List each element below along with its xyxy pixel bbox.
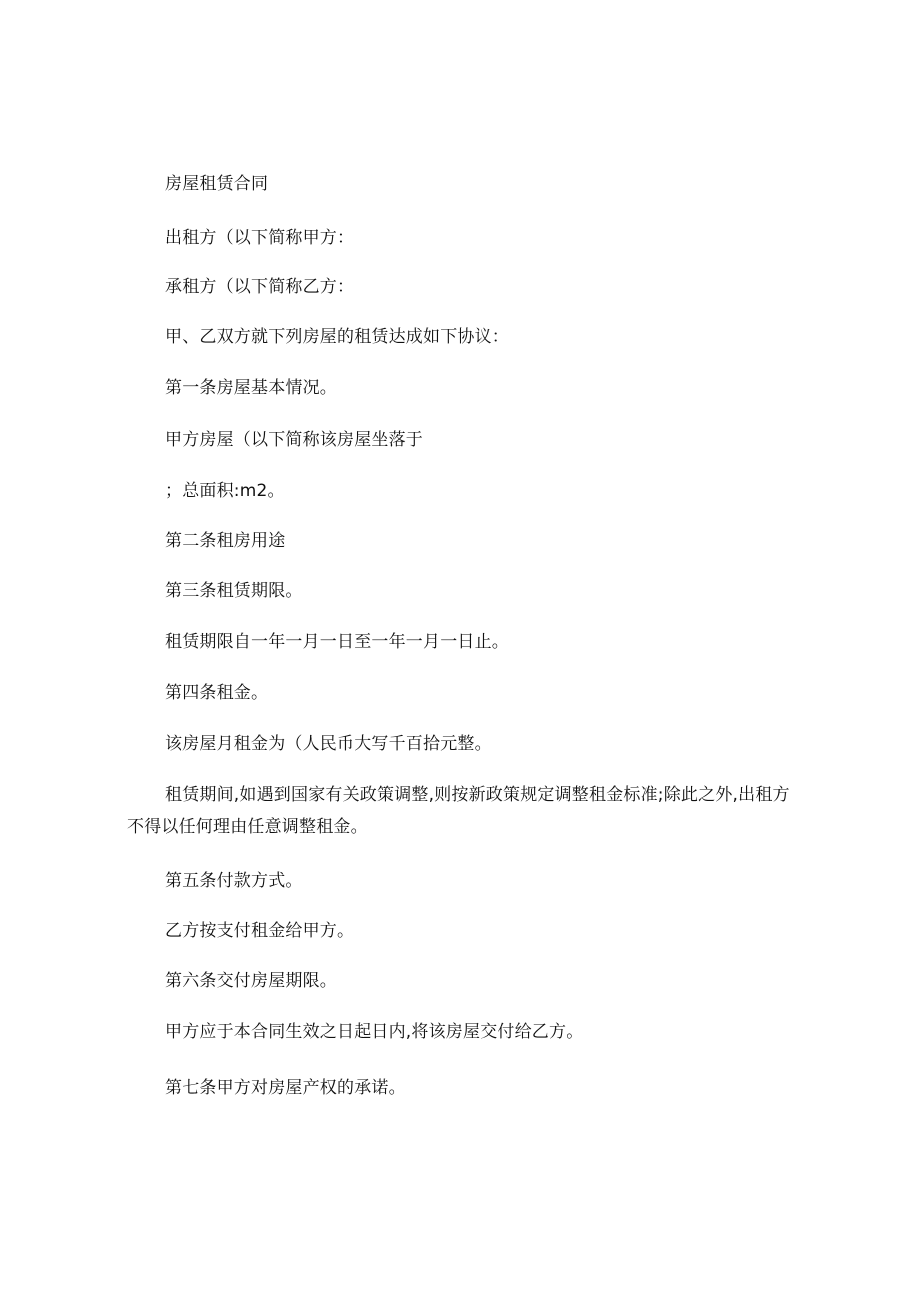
monthly-rent-line: 该房屋月租金为（人民币大写千百拾元整。: [165, 734, 492, 754]
lessee-line: 承租方（以下简称乙方：: [165, 277, 355, 297]
contract-title: 房屋租赁合同: [165, 174, 269, 194]
article-1-heading: 第一条房屋基本情况。: [165, 378, 337, 398]
article-2-heading: 第二条租房用途: [165, 531, 286, 551]
rent-adjustment-line-1: 租赁期间,如遇到国家有关政策调整,则按新政策规定调整租金标准;除此之外,出租方: [165, 785, 790, 805]
article-7-heading: 第七条甲方对房屋产权的承诺。: [165, 1078, 406, 1098]
article-5-heading: 第五条付款方式。: [165, 871, 303, 891]
agreement-intro: 甲、乙双方就下列房屋的租赁达成如下协议：: [165, 327, 509, 347]
lease-term-line: 租赁期限自一年一月一日至一年一月一日止。: [165, 632, 509, 652]
rent-adjustment-paragraph: [127, 779, 790, 843]
property-location-line: 甲方房屋（以下简称该房屋坐落于: [165, 430, 423, 450]
article-6-heading: 第六条交付房屋期限。: [165, 971, 337, 991]
article-3-heading: 第三条租赁期限。: [165, 581, 303, 601]
lessor-line: 出租方（以下简称甲方：: [165, 228, 355, 248]
payment-line: 乙方按支付租金给甲方。: [165, 921, 355, 941]
article-4-heading: 第四条租金。: [165, 683, 269, 703]
rent-adjustment-line-2: 不得以任何理由任意调整租金。: [127, 817, 368, 837]
total-area-line: ；总面积:m2。: [165, 481, 285, 501]
handover-line: 甲方应于本合同生效之日起日内,将该房屋交付给乙方。: [165, 1022, 584, 1042]
